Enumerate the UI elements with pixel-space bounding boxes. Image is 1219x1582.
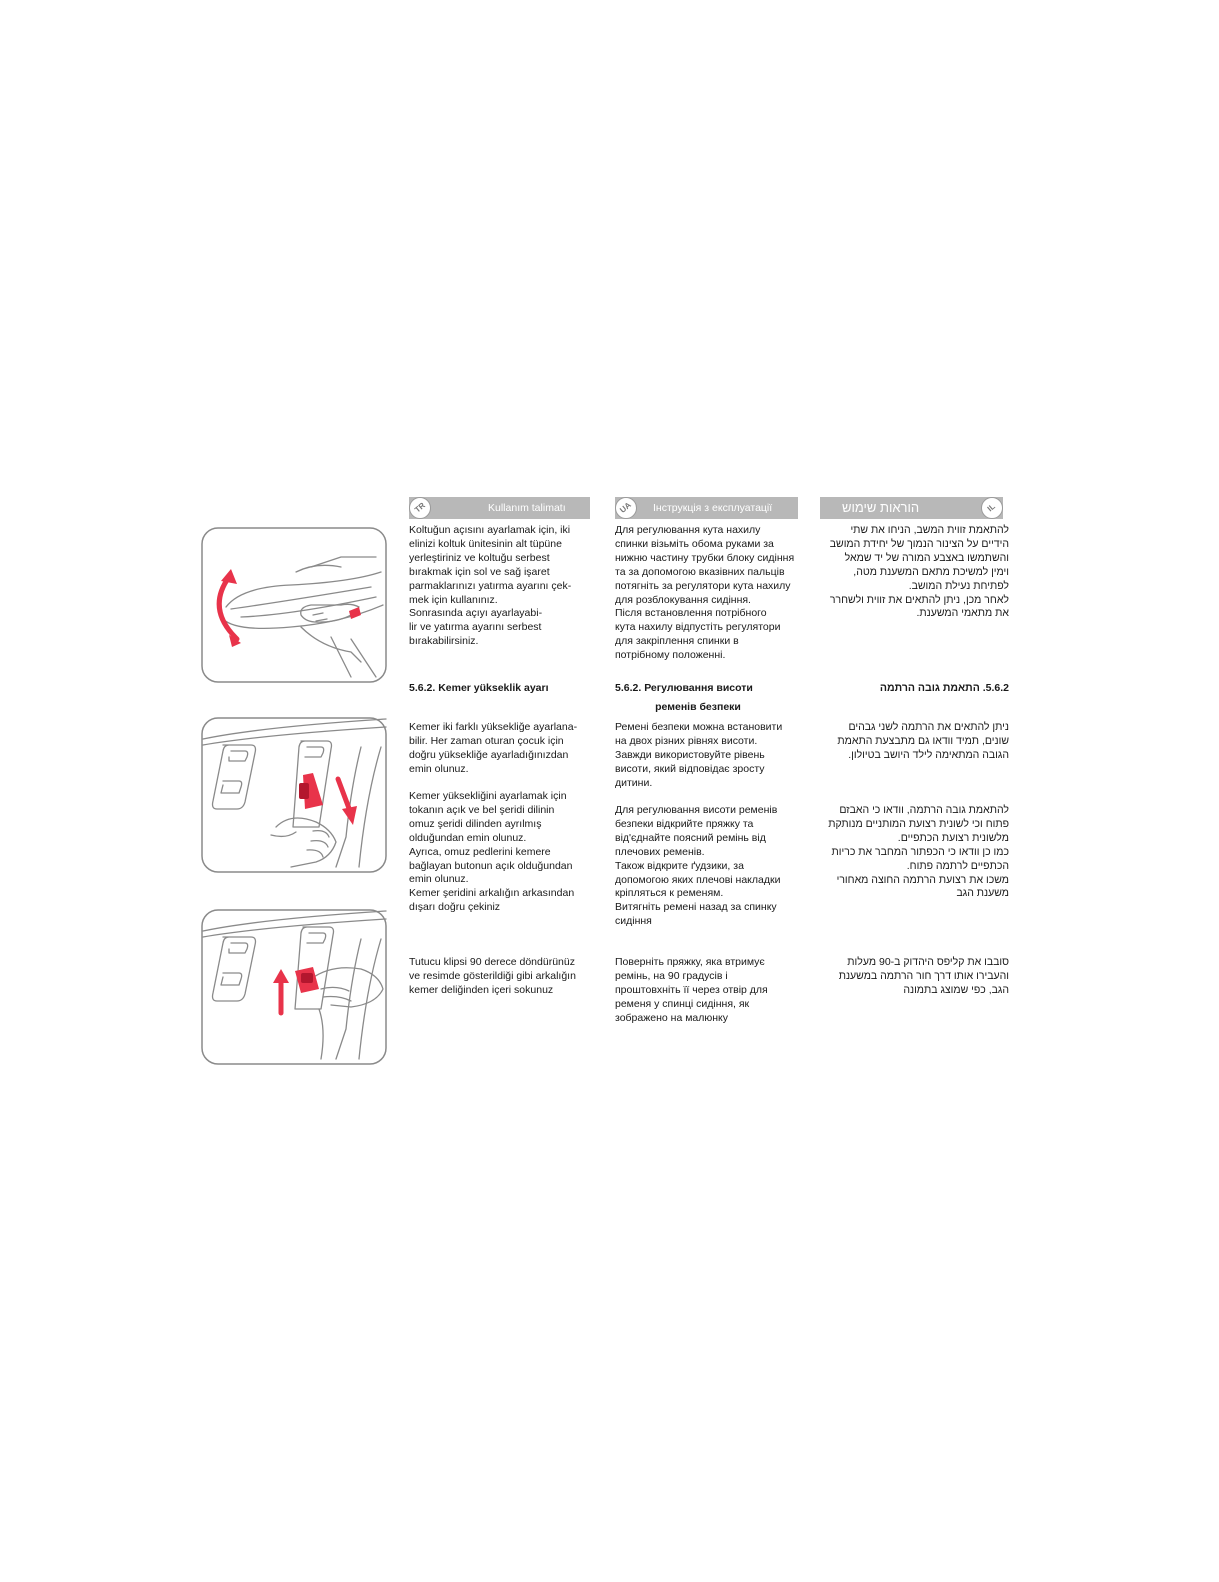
il-clip-text: סובבו את קליפס היהדוק ב-90 מעלות והעבירו אותו דרך חור הרתמה במשענת הגב, כפי שמוצג בתמונה: [838, 956, 1009, 996]
tr-clip-text: Tutucu klipsi 90 derece döndürünüz ve resimde gösterildiği gibi arkalığın kemer deliğinden içeri sokunuz: [409, 956, 576, 996]
il-recline-text: להתאמת זווית המשב, הניחו את שתי הידיים על הצינור הנמוך של יחידת המושב והשתמשו באצבע המורה של יד שמאל וימין למשיכת מתאם המשענת מטה, לפתיחת נעילת המושב. לאחר מכן, ניתן להתאים את זווית ולשחרר את מתאמי המשענת.: [829, 524, 1009, 620]
tr-height-intro-text: Kemer iki farklı yüksekliğe ayarlana- bilir. Her zaman oturan çocuk için doğru yüksekliğe ayarladığınızdan emin olunuz.: [409, 721, 578, 775]
recline-drawing: [201, 527, 387, 683]
lang-badge-ua: UA: [615, 497, 637, 519]
ua-section-heading-line1: 5.6.2. Регулювання висоти: [615, 682, 753, 694]
header-tab-il: [820, 497, 1003, 519]
header-label-tr: Kullanım talimatı: [488, 502, 566, 514]
ua-height-steps-text: Для регулювання висоти ременів безпеки відкрийте пряжку та від'єднайте поясний ремінь від плечових ременів. Також відкрите ґудзики, за допомогою яких плечові накладки кріпляться к ременям. Витягніть ремені назад за спинку сидіння: [615, 804, 781, 928]
ua-clip-text: Поверніть пряжку, яка втримує ремінь, на 90 градусів і проштовхніть її через отвір для ременя у спинці сидіння, як зображено на малюнку: [615, 956, 768, 1024]
clip-insert-drawing: [201, 909, 387, 1065]
lang-badge-il: IL: [981, 497, 1003, 519]
ua-recline-text: Для регулювання кута нахилу спинки візьміть обома руками за нижню частину трубки блоку сидіння та за допомогою вказівних пальців потягніть за регулятори кута нахилу для розблокування сидіння. Після встановлення потрібного кута нахилу відпустіть регулятори для закріплення спинки в потрібному положенні.: [615, 524, 795, 662]
header-label-il: הוראות שימוש: [842, 500, 920, 515]
tr-section-heading: 5.6.2. Kemer yükseklik ayarı: [409, 682, 549, 694]
lang-badge-tr: TR: [409, 497, 431, 519]
header-tab-ua: [615, 497, 798, 519]
header-tab-tr: [409, 497, 590, 519]
belt-pull-drawing: [201, 717, 387, 873]
ua-height-intro-text: Ремені безпеки можна встановити на двох різних рівнях висоти. Завжди використовуйте рівень висоти, який відповідає зросту дитини.: [615, 721, 783, 789]
il-height-steps-text: להתאמת גובה הרתמה, וודאו כי האבזם פתוח וכי לשונית רצועת המותניים מנותקת מלשונית רצועת הכתפיים. כמו כן וודאו כי הכפתור המחבר את כריות הכתפיים לרתמה פתוח. משכו את רצועת הרתמה החוצה מאחורי משענת הגב: [828, 804, 1009, 900]
illustration-belt-pull: [201, 717, 387, 873]
illustration-recline: [201, 527, 387, 683]
tr-height-steps-text: Kemer yüksekliğini ayarlamak için tokanın açık ve bel şeridi dilinin omuz şeridi dilinden ayrılmış olduğundan emin olunuz. Ayrıca, omuz pedlerini kemere bağlayan butonun açık olduğundan emin olunuz. Kemer şeridini arkalığın arkasından dışarı doğru çekiniz: [409, 790, 575, 914]
il-section-heading: 5.6.2. התאמת גובה הרתמה: [879, 682, 1009, 694]
il-height-intro-text: ניתן להתאים את הרתמה לשני גבהים שונים, תמיד וודאו גם מתבצעת התאמת הגובה המתאימה לילד היושב בטיולון.: [837, 721, 1009, 761]
tr-recline-text: Koltuğun açısını ayarlamak için, iki elinizi koltuk ünitesinin alt tüpüne yerleştiriniz ve koltuğu serbest bırakmak için sol ve sağ işaret parmaklarınızı yatırma ayarını çek- mek için kullanınız. Sonrasında açıyı ayarlayabi- lir ve yatırma ayarını serbest bırakabilirsiniz.: [409, 524, 572, 648]
ua-section-heading-line2: ременів безпеки: [655, 701, 741, 713]
illustration-clip-insert: [201, 909, 387, 1065]
header-label-ua: Інструкція з експлуатації: [653, 502, 773, 514]
